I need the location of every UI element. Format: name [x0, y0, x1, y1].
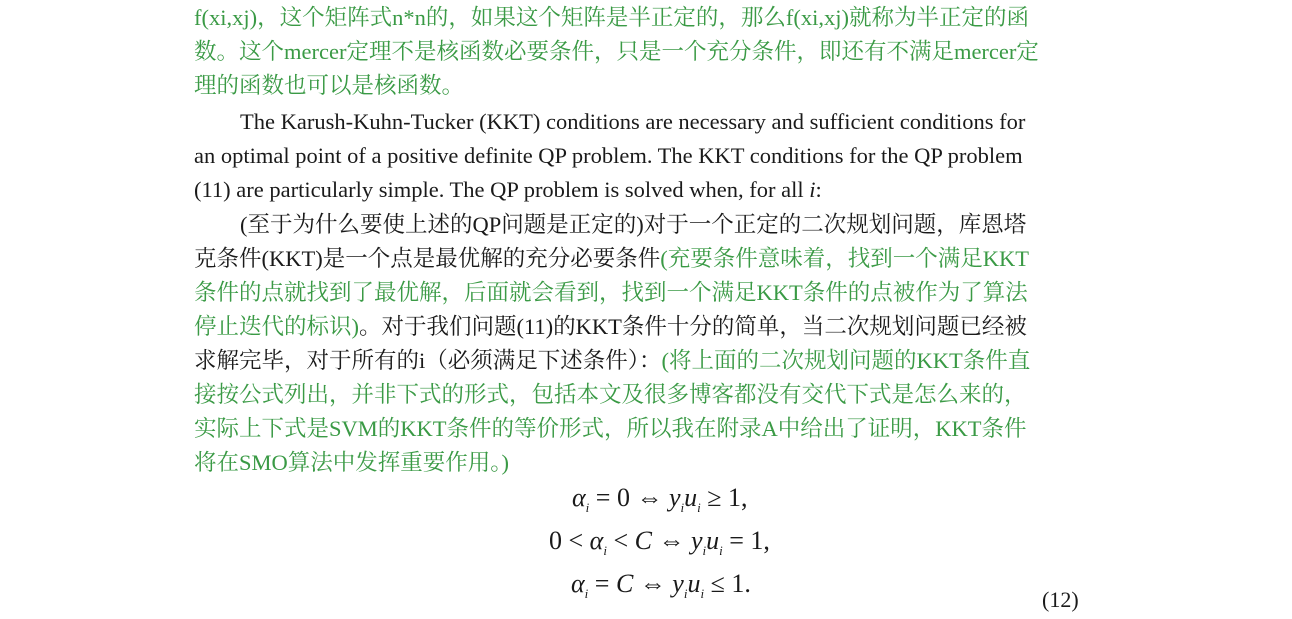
alpha-symbol: α: [589, 526, 604, 555]
english-para-line-3: [194, 173, 822, 207]
eq2-mid: <: [606, 526, 635, 555]
chinese-para-line-3: 条件的点就找到了最优解，后面就会看到，找到一个满足KKT条件的点被作为了算法: [194, 280, 1028, 305]
chinese-para-line-4: [194, 310, 1027, 344]
green-para-line-1: f(xi,xj)，这个矩阵式n*n的，如果这个矩阵是半正定的，那么f(xi,xj)就称为半正定的函: [194, 5, 1029, 30]
subscript-i: i: [603, 543, 607, 558]
chinese-para-line-4-black: 。对于我们问题(11)的KKT条件十分的简单，当二次规划问题已经被: [359, 314, 1027, 339]
subscript-i: i: [702, 543, 707, 558]
subscript-i: i: [584, 586, 589, 601]
u-symbol: u: [687, 569, 701, 598]
subscript-i: i: [680, 500, 685, 515]
english-para-line-3-colon: :: [815, 177, 822, 202]
eq3-end: ≤ 1.: [704, 569, 751, 598]
C-symbol: C: [615, 569, 634, 598]
eq2-arrow: ⇔: [651, 526, 691, 555]
chinese-para-line-7: 实际上下式是SVM的KKT条件的等价形式，所以我在附录A中给出了证明，KKT条件: [194, 416, 1027, 441]
eq2-pre: 0 <: [549, 526, 590, 555]
subscript-i: i: [585, 500, 590, 515]
C-symbol: C: [634, 526, 652, 555]
alpha-symbol: α: [572, 483, 586, 512]
alpha-symbol: α: [571, 569, 585, 598]
chinese-para-line-5: [194, 344, 1030, 378]
subscript-i: i: [697, 500, 701, 515]
eq1-relation: = 0 ⇔: [589, 483, 669, 512]
variable-i: i: [809, 177, 816, 202]
english-para-line-3-text: (11) are particularly simple. The QP problem is solved when, for all: [194, 177, 810, 202]
eq1-end: ≥ 1,: [700, 483, 748, 512]
equation-number: (12): [1042, 587, 1079, 612]
subscript-i: i: [719, 543, 723, 558]
chinese-para-line-1: (至于为什么要使上述的QP问题是正定的)对于一个正定的二次规划问题，库恩塔: [240, 212, 1027, 237]
u-symbol: u: [684, 483, 698, 512]
eq2-end: = 1,: [722, 526, 770, 555]
y-symbol: y: [668, 483, 681, 512]
y-symbol: y: [672, 569, 684, 598]
chinese-para-line-2-green: (充要条件意味着，找到一个满足KKT: [660, 246, 1029, 271]
chinese-para-line-6: 接按公式列出，并非下式的形式，包括本文及很多博客都没有交代下式是怎么来的，: [194, 382, 1027, 407]
subscript-i: i: [700, 586, 705, 601]
chinese-para-line-4-green: 停止迭代的标识): [194, 314, 359, 339]
chinese-para-line-5-green: (将上面的二次规划问题的KKT条件直: [661, 348, 1031, 373]
equation-line-3: [571, 564, 751, 614]
green-para-line-2: 数。这个mercer定理不是核函数必要条件，只是一个充分条件，即还有不满足mercer定: [194, 39, 1039, 64]
chinese-para-line-2: [194, 242, 1029, 276]
chinese-para-line-2-black: 克条件(KKT)是一个点是最优解的充分必要条件: [194, 246, 661, 271]
english-para-line-2: an optimal point of a positive definite QP problem. The KKT conditions for the QP problem: [194, 143, 1023, 168]
y-symbol: y: [690, 526, 703, 555]
english-para-line-1: The Karush-Kuhn-Tucker (KKT) conditions are necessary and sufficient conditions for: [240, 109, 1026, 134]
u-symbol: u: [706, 526, 720, 555]
eq3-relation: =: [588, 569, 616, 598]
eq3-arrow: ⇔: [633, 569, 673, 598]
green-para-line-3: 理的函数也可以是核函数。: [194, 73, 465, 98]
subscript-i: i: [683, 586, 688, 601]
chinese-para-line-5-black: 求解完毕，对于所有的i（必须满足下述条件）：: [194, 348, 662, 373]
chinese-para-line-8: 将在SMO算法中发挥重要作用。): [194, 450, 510, 475]
